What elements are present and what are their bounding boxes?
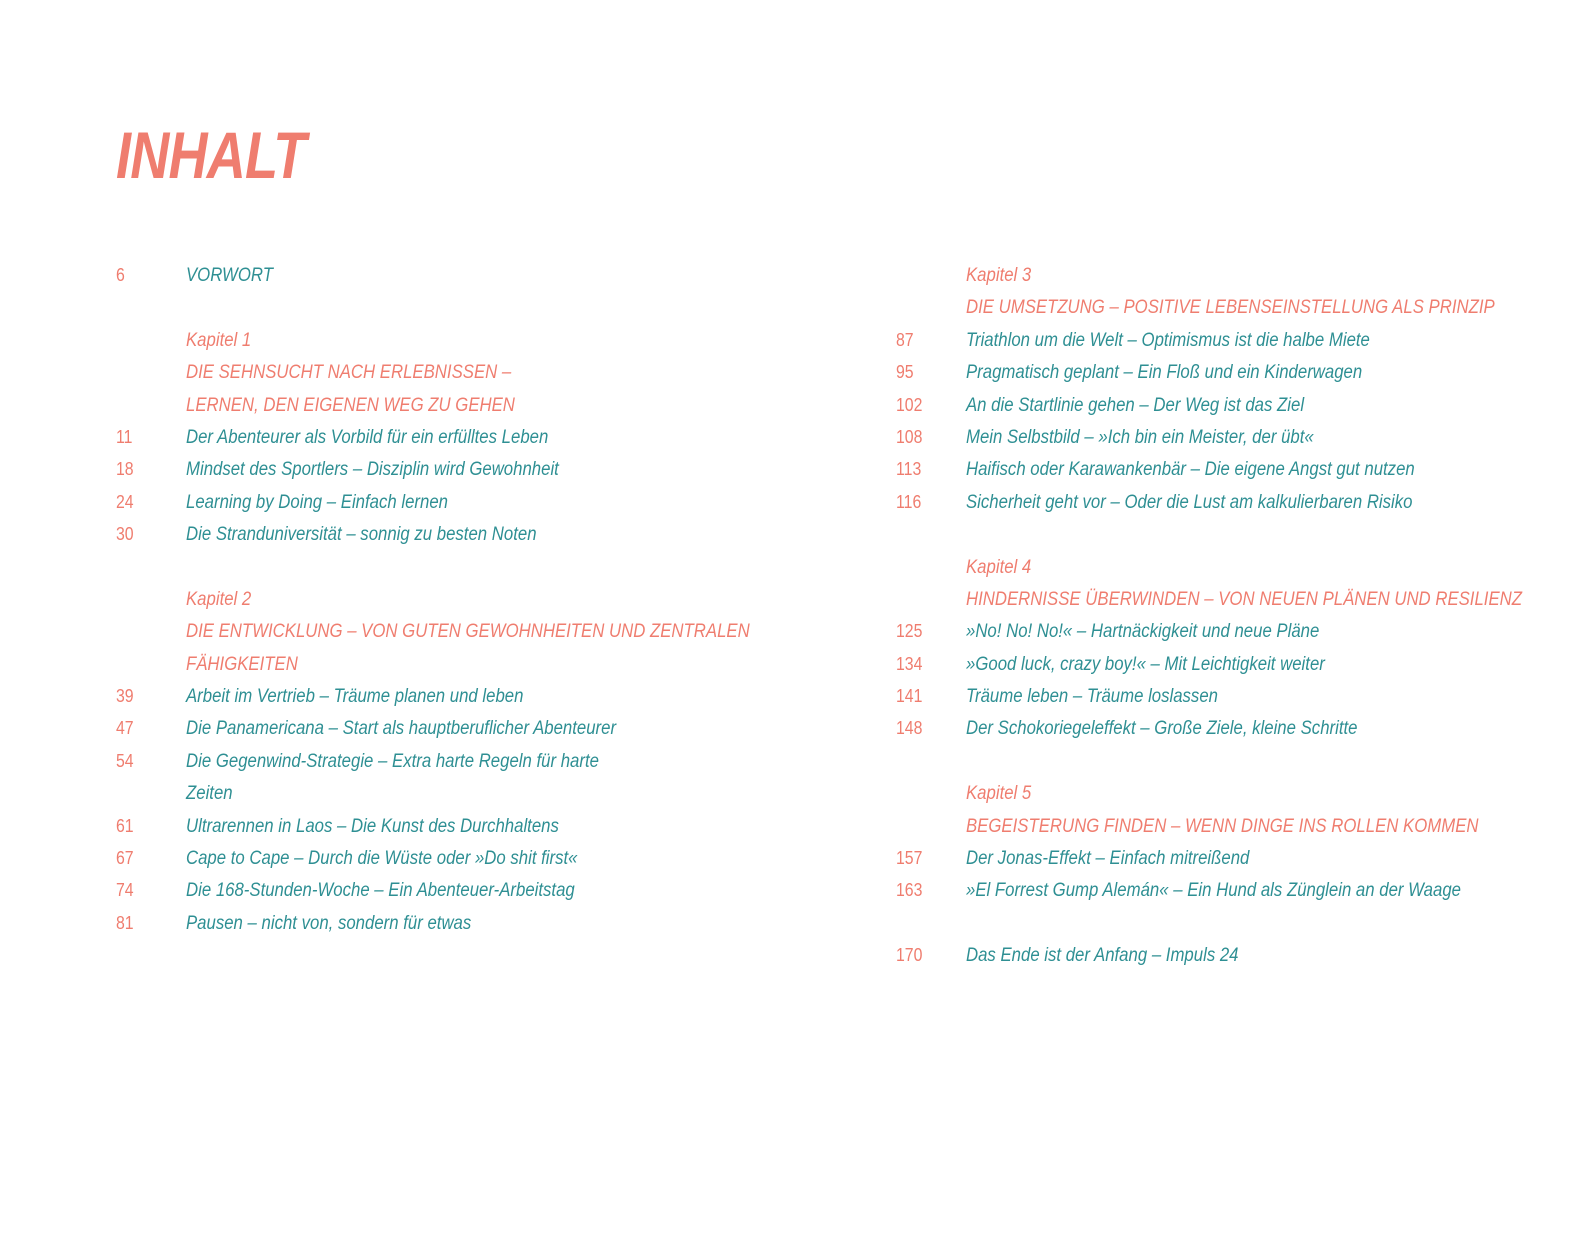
page-number: 141 — [896, 686, 923, 707]
chapter-label — [896, 777, 1576, 809]
toc-entry-continuation[interactable] — [116, 777, 756, 809]
entry-title: Pausen – nicht von, sondern für etwas — [186, 911, 472, 934]
page-title: INHALT — [116, 118, 306, 192]
toc-entry[interactable] — [116, 453, 756, 485]
entry-title: Ultrarennen in Laos – Die Kunst des Durchhaltens — [186, 814, 559, 837]
page-number: 54 — [116, 750, 134, 771]
chapter-heading — [116, 389, 756, 421]
toc-entry[interactable] — [896, 842, 1576, 874]
page-number: 87 — [896, 329, 914, 350]
toc-entry[interactable] — [896, 324, 1576, 356]
chapter-label-text: Kapitel 2 — [186, 587, 252, 610]
chapter-heading — [896, 291, 1576, 323]
spacer — [896, 907, 1576, 939]
page-number: 47 — [116, 718, 134, 739]
chapter-label-text: Kapitel 1 — [186, 328, 252, 351]
toc-entry[interactable] — [116, 680, 756, 712]
toc-entry[interactable] — [896, 356, 1576, 388]
toc-entry-vorwort[interactable] — [116, 259, 756, 291]
toc-entry[interactable] — [116, 745, 756, 777]
page-number: 81 — [116, 912, 134, 933]
entry-title: Das Ende ist der Anfang – Impuls 24 — [966, 944, 1239, 967]
entry-title: Träume leben – Träume loslassen — [966, 685, 1218, 708]
chapter-heading-line: DIE SEHNSUCHT NACH ERLEBNISSEN – — [186, 361, 512, 384]
chapter-heading — [116, 356, 756, 388]
chapter-label — [116, 583, 756, 615]
chapter-heading-line: HINDERNISSE ÜBERWINDEN – VON NEUEN PLÄNEN UND RESILIENZ — [966, 587, 1523, 610]
entry-title: Mindset des Sportlers – Disziplin wird Gewohnheit — [186, 458, 559, 481]
toc-entry[interactable] — [896, 712, 1576, 744]
chapter-heading — [896, 583, 1576, 615]
toc-entry[interactable] — [116, 712, 756, 744]
entry-title: »El Forrest Gump Alemán« – Ein Hund als Zünglein an der Waage — [966, 879, 1461, 902]
page-number: 11 — [116, 426, 133, 447]
chapter-label-text: Kapitel 3 — [966, 264, 1032, 286]
page-number: 148 — [896, 718, 923, 739]
toc-entry[interactable] — [116, 518, 756, 550]
chapter-heading-line: FÄHIGKEITEN — [186, 652, 298, 675]
entry-title: VORWORT — [186, 264, 273, 286]
entry-title: Sicherheit geht vor – Oder die Lust am kalkulierbaren Risiko — [966, 490, 1413, 513]
entry-title: Triathlon um die Welt – Optimismus ist die halbe Miete — [966, 328, 1370, 351]
entry-title: Learning by Doing – Einfach lernen — [186, 490, 448, 513]
toc-entry[interactable] — [896, 453, 1576, 485]
page-number: 113 — [896, 459, 922, 480]
toc-entry[interactable] — [896, 874, 1576, 906]
entry-title: Zeiten — [186, 782, 233, 805]
page-number: 67 — [116, 848, 134, 869]
page-number: 95 — [896, 362, 914, 383]
entry-title: Mein Selbstbild – »Ich bin ein Meister, der übt« — [966, 425, 1314, 448]
spacer — [116, 291, 756, 323]
chapter-heading — [116, 615, 756, 647]
entry-title: Die Gegenwind-Strategie – Extra harte Regeln für harte — [186, 749, 599, 772]
chapter-label-text: Kapitel 4 — [966, 555, 1032, 578]
chapter-heading — [896, 810, 1576, 842]
chapter-heading-line: DIE UMSETZUNG – POSITIVE LEBENSEINSTELLUNG ALS PRINZIP — [966, 296, 1495, 319]
entry-title: Die Stranduniversität – sonnig zu besten Noten — [186, 523, 537, 546]
page-number: 170 — [896, 945, 923, 966]
spacer — [116, 551, 756, 583]
chapter-label-text: Kapitel 5 — [966, 782, 1032, 805]
page-number: 116 — [896, 491, 922, 512]
toc-right-column — [896, 259, 1576, 972]
page-number: 102 — [896, 394, 923, 415]
page-number: 61 — [116, 815, 134, 836]
chapter-label — [896, 259, 1576, 291]
toc-entry[interactable] — [116, 810, 756, 842]
page-number: 6 — [116, 265, 125, 285]
chapter-label — [116, 324, 756, 356]
page-number: 163 — [896, 880, 923, 901]
toc-entry[interactable] — [116, 486, 756, 518]
page-number: 134 — [896, 653, 923, 674]
toc-entry[interactable] — [896, 648, 1576, 680]
entry-title: »Good luck, crazy boy!« – Mit Leichtigkeit weiter — [966, 652, 1325, 675]
entry-title: Die 168-Stunden-Woche – Ein Abenteuer-Arbeitstag — [186, 879, 575, 902]
toc-left-column — [116, 259, 756, 939]
spacer — [896, 518, 1576, 550]
entry-title: Haifisch oder Karawankenbär – Die eigene Angst gut nutzen — [966, 458, 1415, 481]
toc-entry[interactable] — [896, 421, 1576, 453]
page-number: 108 — [896, 426, 923, 447]
entry-title: Die Panamericana – Start als hauptberuflicher Abenteurer — [186, 717, 617, 740]
page-number — [116, 777, 178, 809]
toc-entry[interactable] — [896, 389, 1576, 421]
page-number: 39 — [116, 686, 134, 707]
page-number: 157 — [896, 848, 923, 869]
chapter-heading-line: LERNEN, DEN EIGENEN WEG ZU GEHEN — [186, 393, 515, 416]
page-number: 18 — [116, 459, 134, 480]
toc-entry[interactable] — [116, 907, 756, 939]
entry-title: Der Jonas-Effekt – Einfach mitreißend — [966, 847, 1250, 870]
toc-entry[interactable] — [116, 421, 756, 453]
chapter-label — [896, 551, 1576, 583]
entry-title: Der Abenteurer als Vorbild für ein erfülltes Leben — [186, 425, 549, 448]
entry-title: Pragmatisch geplant – Ein Floß und ein Kinderwagen — [966, 361, 1363, 384]
page-number: 24 — [116, 491, 134, 512]
toc-entry[interactable] — [116, 874, 756, 906]
entry-title: An die Startlinie gehen – Der Weg ist das Ziel — [966, 393, 1305, 416]
page-number: 125 — [896, 621, 923, 642]
toc-entry-ende[interactable] — [896, 939, 1576, 971]
toc-entry[interactable] — [116, 842, 756, 874]
entry-title: »No! No! No!« – Hartnäckigkeit und neue Pläne — [966, 620, 1320, 643]
entry-title: Der Schokoriegeleffekt – Große Ziele, kleine Schritte — [966, 717, 1358, 740]
toc-entry[interactable] — [896, 615, 1576, 647]
chapter-heading — [116, 648, 756, 680]
chapter-heading-line: BEGEISTERUNG FINDEN – WENN DINGE INS ROLLEN KOMMEN — [966, 814, 1479, 837]
chapter-heading-line: DIE ENTWICKLUNG – VON GUTEN GEWOHNHEITEN UND ZENTRALEN — [186, 620, 750, 643]
entry-title: Cape to Cape – Durch die Wüste oder »Do shit first« — [186, 847, 578, 870]
toc-entry[interactable] — [896, 680, 1576, 712]
entry-title: Arbeit im Vertrieb – Träume planen und leben — [186, 685, 524, 708]
page-number: 74 — [116, 880, 134, 901]
page-number: 30 — [116, 524, 134, 545]
spacer — [896, 745, 1576, 777]
toc-entry[interactable] — [896, 486, 1576, 518]
